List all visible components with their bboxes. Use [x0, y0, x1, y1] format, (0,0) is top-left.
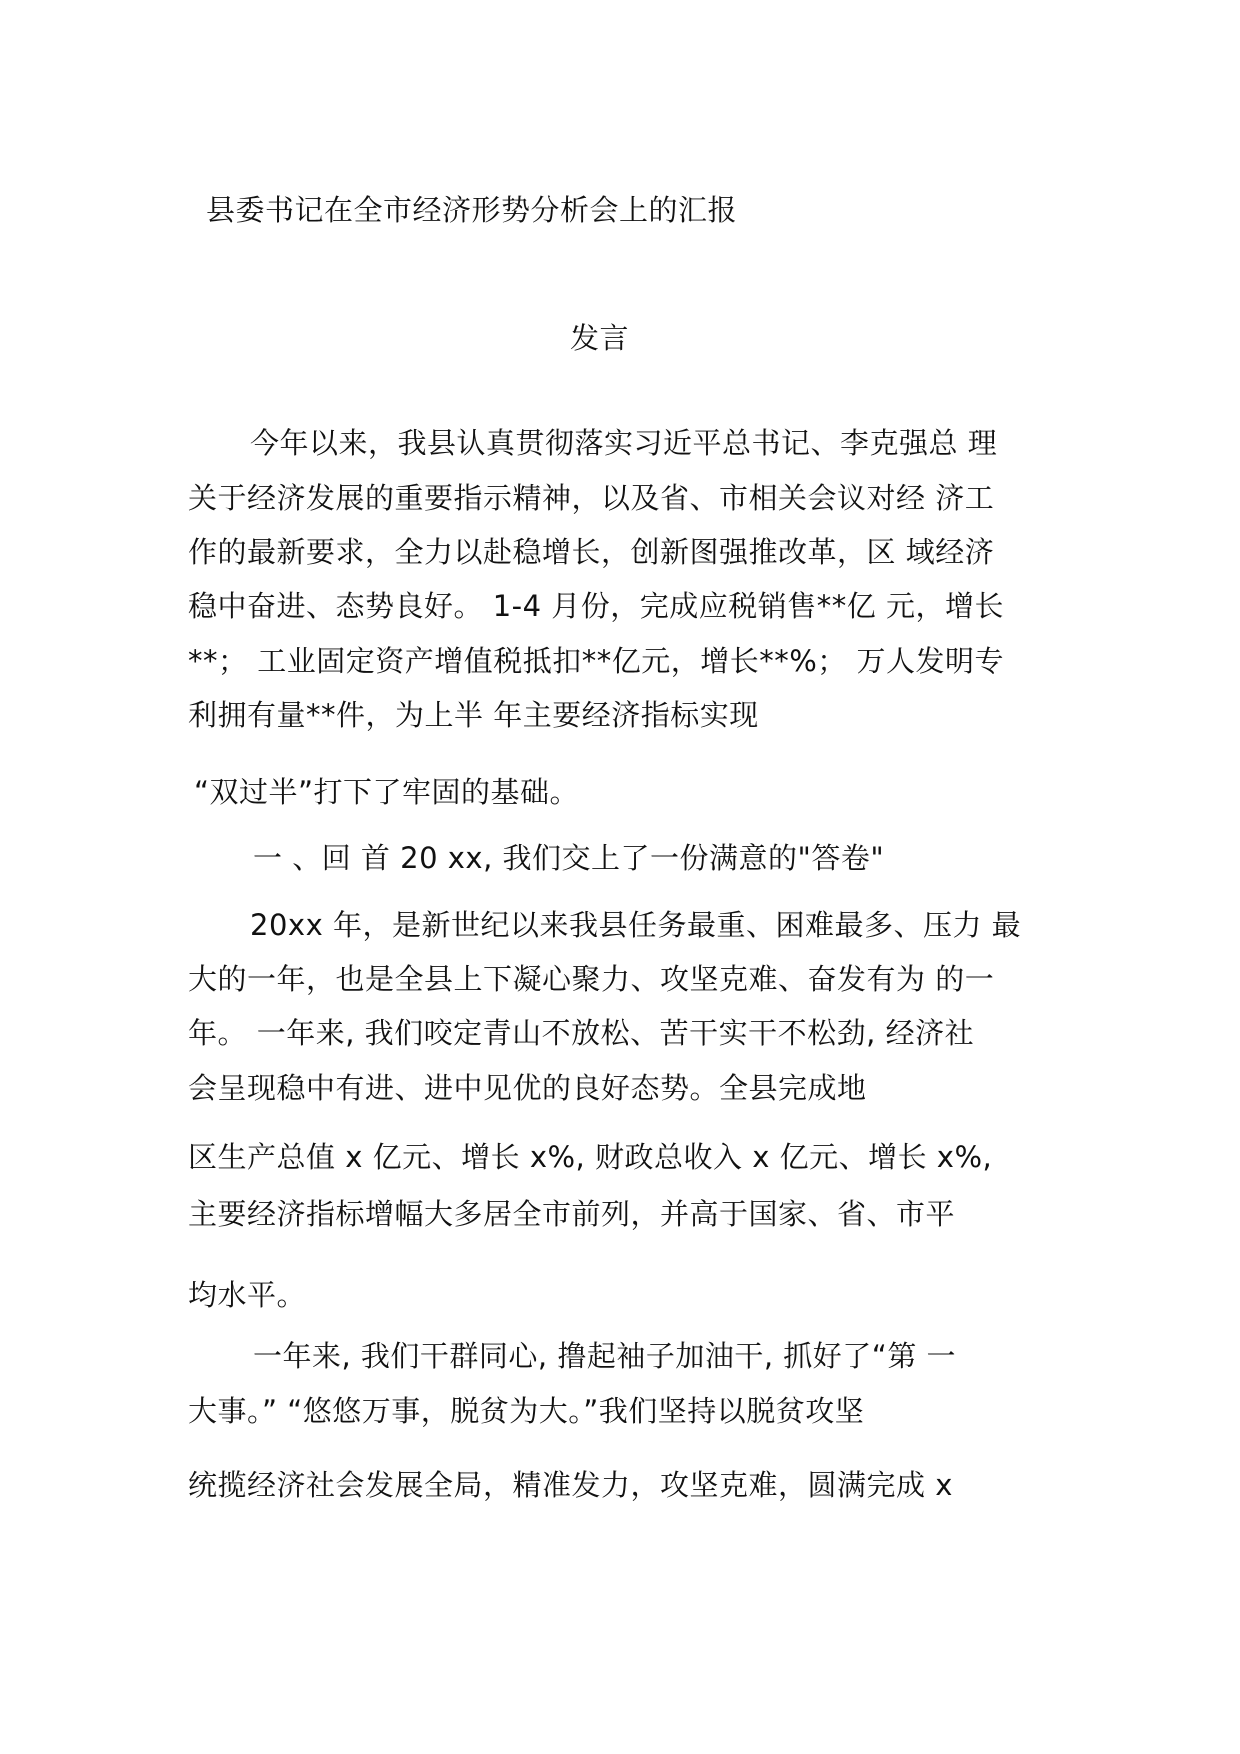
document-title-line1: 县委书记在全市经济形势分析会上的汇报	[206, 193, 738, 227]
paragraph-line: 关于经济发展的重要指示精神，以及省、市相关会议对经 济工	[188, 481, 995, 515]
section-heading: 一 、回 首 20 xx, 我们交上了一份满意的"答卷"	[253, 841, 885, 875]
paragraph-line: 均水平。	[188, 1278, 307, 1312]
paragraph-line: 利拥有量**件，为上半 年主要经济指标实现	[188, 698, 759, 732]
paragraph-line: 区生产总值 x 亿元、增长 x%, 财政总收入 x 亿元、增长 x%,	[188, 1140, 993, 1174]
paragraph-line: 稳中奋进、态势良好。 1-4 月份，完成应税销售**亿 元，增长	[188, 589, 1005, 623]
paragraph-line: 一年来, 我们干群同心, 撸起袖子加油干, 抓好了“第 一	[253, 1339, 957, 1373]
paragraph-line: 今年以来，我县认真贯彻落实习近平总书记、李克强总 理	[250, 426, 998, 460]
paragraph-line: 主要经济指标增幅大多居全市前列，并高于国家、省、市平	[188, 1197, 956, 1231]
paragraph-line: **； 工业固定资产增值税抵扣**亿元，增长**%； 万人发明专	[188, 644, 1004, 678]
paragraph-line: 大事。” “悠悠万事，脱贫为大。”我们坚持以脱贫攻坚	[188, 1394, 865, 1428]
paragraph-line: 大的一年，也是全县上下凝心聚力、攻坚克难、奋发有为 的一	[188, 962, 995, 996]
document-title-line2: 发言	[570, 321, 630, 355]
paragraph-line: 会呈现稳中有进、进中见优的良好态势。全县完成地	[188, 1071, 867, 1105]
paragraph-line: 20xx 年，是新世纪以来我县任务最重、困难最多、压力 最	[250, 908, 1022, 942]
paragraph-line: 年。 一年来, 我们咬定青山不放松、苦干实干不松劲, 经济社	[188, 1016, 975, 1050]
paragraph-line: 作的最新要求，全力以赴稳增长，创新图强推改革，区 域经济	[188, 535, 995, 569]
paragraph-line: “双过半”打下了牢固的基础。	[194, 775, 580, 809]
paragraph-line: 统揽经济社会发展全局，精准发力，攻坚克难，圆满完成 x	[188, 1468, 953, 1502]
